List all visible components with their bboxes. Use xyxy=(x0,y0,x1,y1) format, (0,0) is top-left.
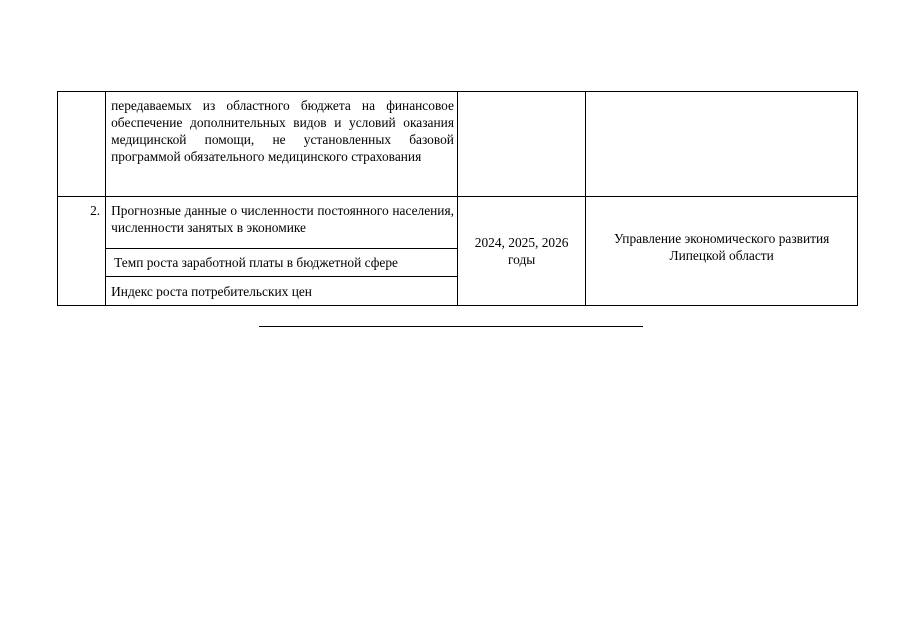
row-years-cell xyxy=(457,92,585,197)
row-number-cell xyxy=(58,92,106,197)
table-row xyxy=(58,197,858,249)
row-organization-cell xyxy=(586,92,858,197)
row-years-cell: 2024, 2025, 2026 годы xyxy=(457,197,585,306)
row-number-cell: 2. xyxy=(58,197,106,306)
document-table xyxy=(57,91,858,306)
row-item-wage-growth: Темп роста заработной платы в бюджетной сфере xyxy=(106,249,458,277)
row-organization-cell: Управление экономического развития Липецкой области xyxy=(586,197,858,306)
table-row xyxy=(58,92,858,197)
closing-rule xyxy=(259,326,643,327)
row-item-cpi-index: Индекс роста потребительских цен xyxy=(106,277,458,306)
row-item-population-forecast: Прогнозные данные о численности постоянного населения, численности занятых в экономике xyxy=(106,197,458,249)
row-description-cell: передаваемых из областного бюджета на финансовое обеспечение дополнительных видов и условий оказания медицинской помощи, не установленных базовой программой обязательного медицинского страхования xyxy=(106,92,458,197)
